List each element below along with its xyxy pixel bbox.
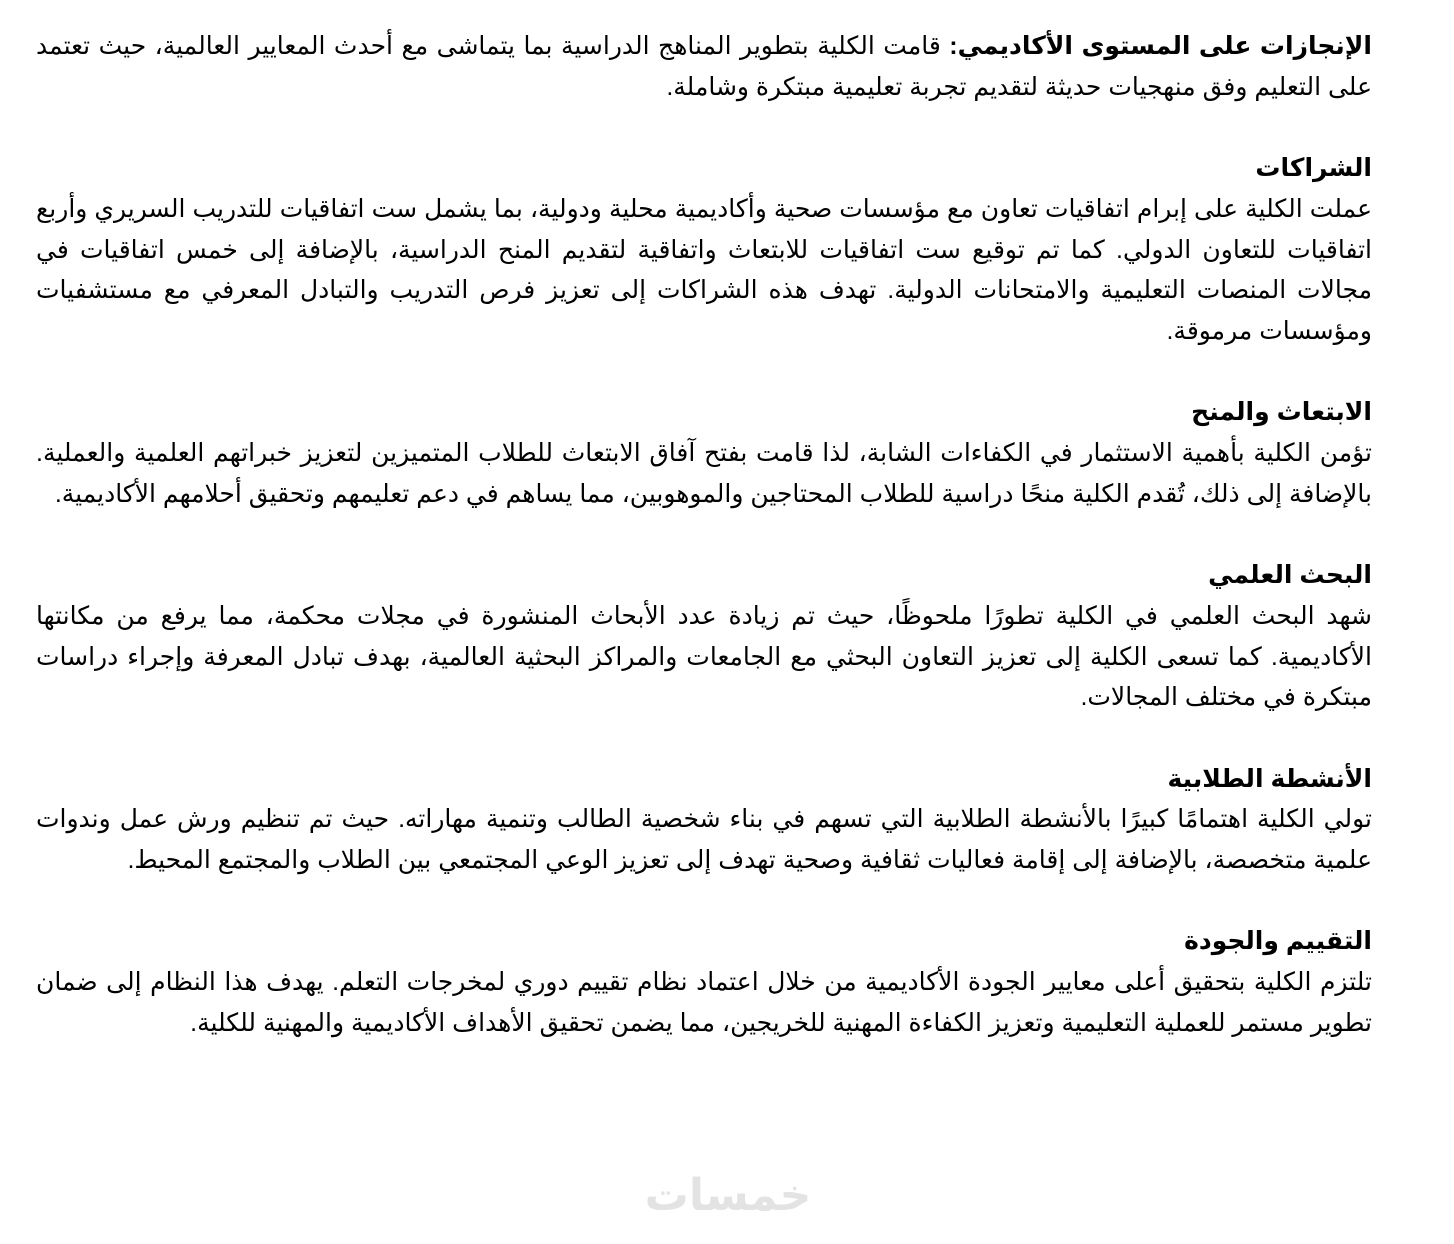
section-heading: البحث العلمي xyxy=(1208,561,1372,590)
section-body: تلتزم الكلية بتحقيق أعلى معايير الجودة الأكاديمية من خلال اعتماد نظام تقييم دوري لمخرجات التعلم. يهدف هذا النظام إلى ضمان تطوير مستمر للعملية التعليمية وتعزيز الكفاءة المهنية للخريجين، مما يضمن تحقيق الأهداف الأكاديمية والمهنية للكلية. xyxy=(36,968,1372,1037)
section-body: تولي الكلية اهتمامًا كبيرًا بالأنشطة الطلابية التي تسهم في بناء شخصية الطالب وتنمية مهاراته. حيث تم تنظيم ورش عمل وندوات علمية متخصصة، بالإضافة إلى إقامة فعاليات ثقافية وصحية تهدف إلى تعزيز الوعي المجتمعي بين الطلاب والمجتمع المحيط. xyxy=(36,805,1372,874)
watermark-logo: خمسات xyxy=(644,1170,812,1221)
section-heading: التقييم والجودة xyxy=(1184,927,1372,956)
section-heading: الإنجازات على المستوى الأكاديمي: xyxy=(949,32,1372,60)
document-body xyxy=(36,26,1372,1044)
section-body: عملت الكلية على إبرام اتفاقيات تعاون مع مؤسسات صحية وأكاديمية محلية ودولية، بما يشمل ست اتفاقيات للتدريب السريري وأربع اتفاقيات للتعاون الدولي. كما تم توقيع ست اتفاقيات للابتعاث واتفاقية لتقديم المنح الدراسية، بالإضافة إلى خمس اتفاقيات في مجالات المنصات التعليمية والامتحانات الدولية. تهدف هذه الشراكات إلى تعزيز فرص التدريب والتبادل المعرفي مع مستشفيات ومؤسسات مرموقة. xyxy=(36,194,1372,345)
section-body: تؤمن الكلية بأهمية الاستثمار في الكفاءات الشابة، لذا قامت بفتح آفاق الابتعاث للطلاب المتميزين لتعزيز خبراتهم العلمية والعملية. بالإضافة إلى ذلك، تُقدم الكلية منحًا دراسية للطلاب المحتاجين والموهوبين، مما يساهم في دعم تعليمهم وتحقيق أحلامهم الأكاديمية. xyxy=(36,439,1372,508)
section-body: قامت الكلية بتطوير المناهج الدراسية بما يتماشى مع أحدث المعايير العالمية، حيث تعتمد على التعليم وفق منهجيات حديثة لتقديم تجربة تعليمية مبتكرة وشاملة. xyxy=(36,32,1372,101)
section-partnerships xyxy=(36,148,1372,352)
section-academic-achievements xyxy=(36,26,1372,107)
section-student-activities xyxy=(36,759,1372,881)
section-scholarships xyxy=(36,392,1372,514)
section-evaluation-quality xyxy=(36,921,1372,1043)
section-heading: الابتعاث والمنح xyxy=(1191,398,1372,427)
section-heading: الأنشطة الطلابية xyxy=(1167,764,1372,793)
section-paragraph xyxy=(36,26,1372,107)
section-body: شهد البحث العلمي في الكلية تطورًا ملحوظًا، حيث تم زيادة عدد الأبحاث المنشورة في مجلات محكمة، مما يرفع من مكانتها الأكاديمية. كما تسعى الكلية إلى تعزيز التعاون البحثي مع الجامعات والمراكز البحثية العالمية، بهدف تبادل المعرفة وإجراء دراسات مبتكرة في مختلف المجالات. xyxy=(36,601,1372,712)
section-heading: الشراكات xyxy=(1255,154,1372,183)
section-scientific-research xyxy=(36,555,1372,718)
